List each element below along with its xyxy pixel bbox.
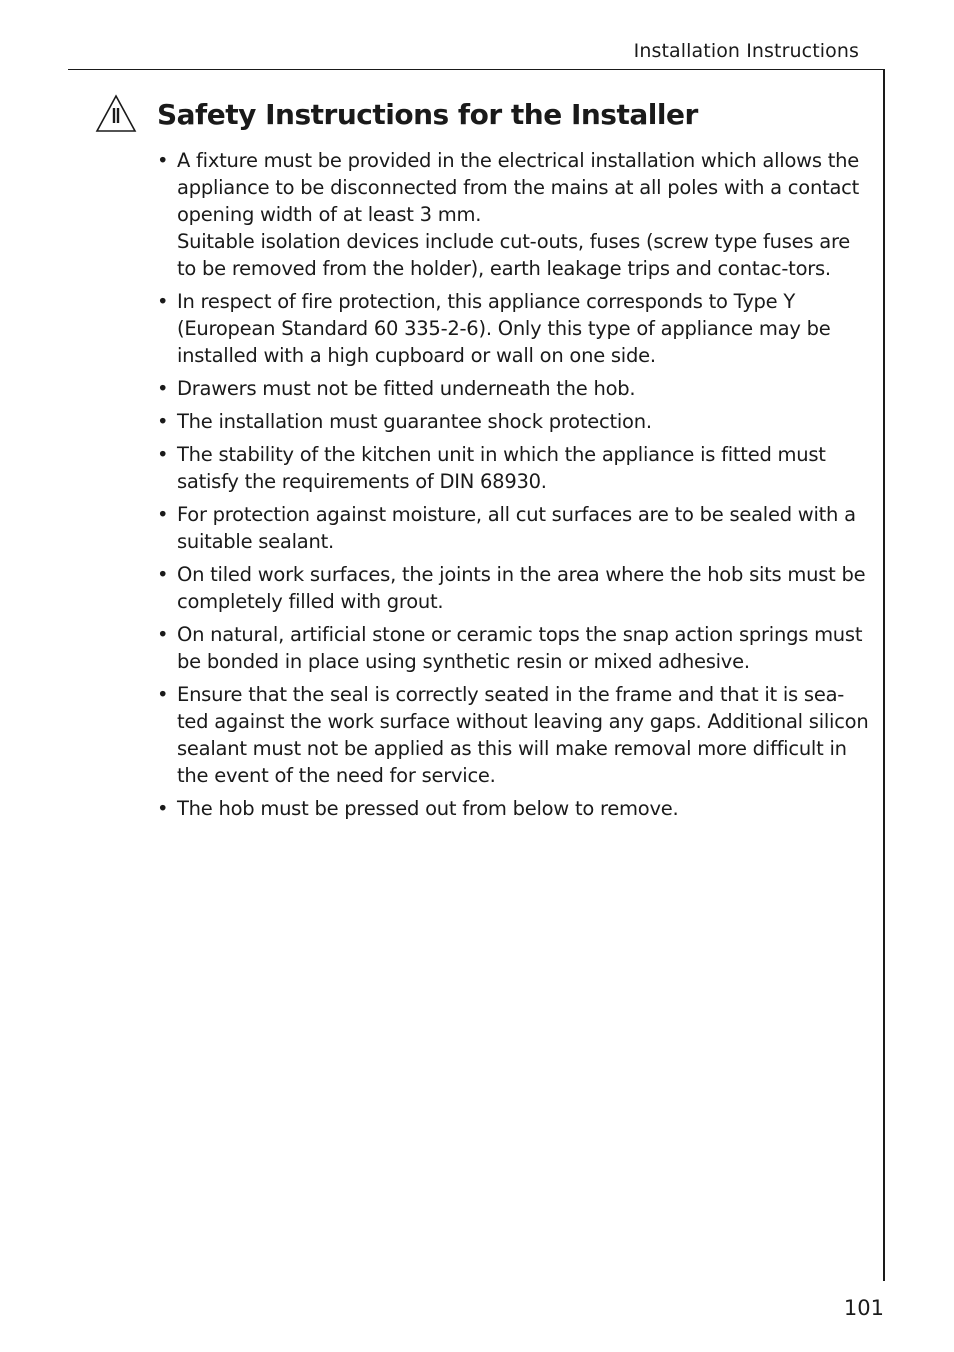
list-item-text: • Ensure that the seal is correctly seated in the frame and that it is sea-ted against the work surface without leaving any gaps. Additional silicon sealant must not be applied as this will make removal more difficult in the event of the need for service. [177,683,869,787]
list-item-text: • The hob must be pressed out from below to remove. [177,797,679,820]
safety-instructions-list [157,147,869,828]
list-item-text: • The stability of the kitchen unit in which the appliance is fitted must satisfy the requirements of DIN 68930. [177,443,826,493]
header-rule [68,69,885,70]
list-item [157,561,869,615]
list-item [157,288,869,369]
list-item [157,501,869,555]
list-item-text: • On natural, artificial stone or ceramic tops the snap action springs must be bonded in place using synthetic resin or mixed adhesive. [177,623,863,673]
list-item [157,375,869,402]
page-title: Safety Instructions for the Installer [157,97,698,131]
list-item-text: • For protection against moisture, all cut surfaces are to be sealed with a suitable sealant. [177,503,856,553]
warning-triangle-icon [95,94,137,134]
list-item-text: • A fixture must be provided in the electrical installation which allows the appliance to be disconnected from the mains at all poles with a contact opening width of at least 3 mm. [177,149,860,226]
list-item-text: • In respect of fire protection, this appliance corresponds to Type Y (European Standard 60 335-2-6). Only this type of appliance may be installed with a high cupboard or wall on one side. [177,290,831,367]
list-item [157,147,869,282]
margin-rule [883,69,885,1281]
page-number: 101 [843,1296,884,1320]
list-item [157,441,869,495]
section-title-row [95,94,698,134]
list-item [157,681,869,789]
list-item [157,795,869,822]
list-item [157,621,869,675]
list-item [157,408,869,435]
list-item-text: • On tiled work surfaces, the joints in the area where the hob sits must be completely filled with grout. [177,563,866,613]
running-header: Installation Instructions [633,40,859,62]
list-item-text: • The installation must guarantee shock protection. [177,410,652,433]
list-item-text: Suitable isolation devices include cut-outs, fuses (screw type fuses are to be removed from the holder), earth leakage trips and contac-tors. [177,230,851,280]
list-item-text: • Drawers must not be fitted underneath the hob. [177,377,636,400]
